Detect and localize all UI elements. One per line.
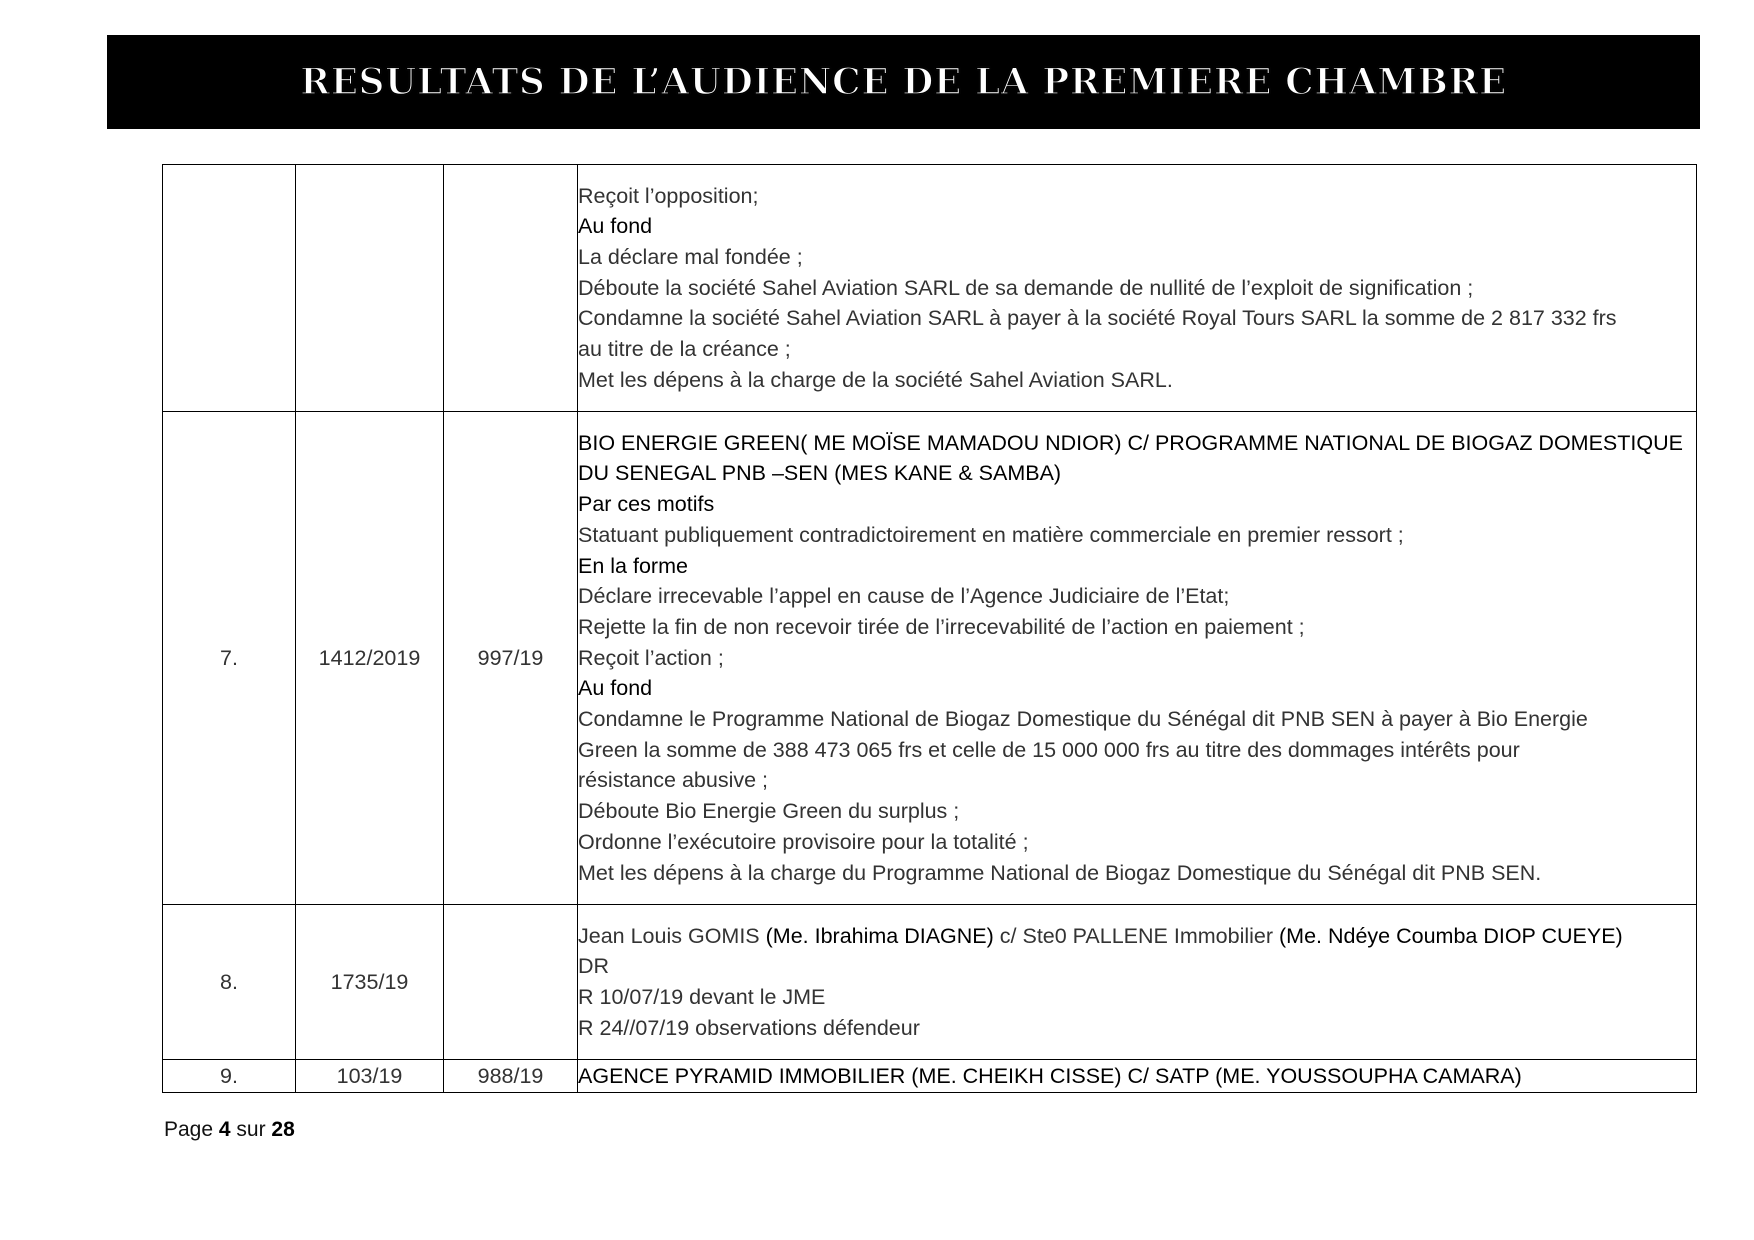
- decision-cell: [578, 1060, 1697, 1093]
- row-number-cell: 9.: [163, 1060, 296, 1093]
- row-number-cell: 8.: [163, 905, 296, 1060]
- role-number-cell: 103/19: [296, 1060, 444, 1093]
- decision-line: Reçoit l’action ;: [578, 645, 724, 670]
- decision-line: R 10/07/19 devant le JME: [578, 985, 826, 1009]
- total-page-count: 28: [271, 1118, 295, 1141]
- repertoire-number-cell: 988/19: [444, 1060, 578, 1093]
- decision-line: Reçoit l’opposition;: [578, 183, 759, 208]
- decision-line: Condamne le Programme National de Biogaz Domestique du Sénégal dit PNB SEN à payer à Bio Energie: [578, 707, 1588, 732]
- repertoire-number-cell: [444, 905, 578, 1060]
- decision-line: R 24//07/19 observations défendeur: [578, 1015, 920, 1040]
- versus-defendant: c/ Ste0 PALLENE Immobilier: [993, 923, 1279, 948]
- table-row: [163, 412, 1697, 905]
- decision-cell: [578, 412, 1697, 905]
- plaintiff-name: Jean Louis GOMIS: [578, 923, 766, 948]
- defendant-counsel: (Me. Ndéye Coumba DIOP CUEYE): [1279, 923, 1623, 948]
- case-parties: DU SENEGAL PNB –SEN (MES KANE & SAMBA): [578, 461, 1062, 486]
- decision-line: au titre de la créance ;: [578, 337, 791, 362]
- results-table: [162, 164, 1697, 1093]
- case-parties: AGENCE PYRAMID IMMOBILIER (ME. CHEIKH CISSE) C/ SATP (ME. YOUSSOUPHA CAMARA): [578, 1063, 1522, 1088]
- plaintiff-counsel: (Me. Ibrahima DIAGNE): [765, 923, 994, 948]
- decision-line: Met les dépens à la charge du Programme National de Biogaz Domestique du Sénégal dit PNB SEN.: [578, 860, 1542, 885]
- decision-line: Met les dépens à la charge de la société Sahel Aviation SARL.: [578, 367, 1173, 392]
- page-separator: sur: [230, 1118, 272, 1141]
- row-number-cell: [163, 165, 296, 412]
- decision-line: Statuant publiquement contradictoirement en matière commerciale en premier ressort ;: [578, 522, 1404, 547]
- decision-line: Déboute la société Sahel Aviation SARL de sa demande de nullité de l’exploit de signification ;: [578, 275, 1474, 300]
- decision-cell: [578, 905, 1697, 1060]
- decision-line: Déclare irrecevable l’appel en cause de l’Agence Judiciaire de l’Etat;: [578, 584, 1230, 609]
- role-number-cell: 1735/19: [296, 905, 444, 1060]
- section-heading: En la forme: [578, 553, 688, 578]
- decision-line: Déboute Bio Energie Green du surplus ;: [578, 799, 960, 824]
- decision-line: DR: [578, 954, 610, 979]
- section-heading: Au fond: [578, 676, 653, 701]
- table-row: [163, 905, 1697, 1060]
- page-title: RESULTATS DE L’AUDIENCE DE LA PREMIERE CHAMBRE: [300, 61, 1507, 103]
- row-number-cell: 7.: [163, 412, 296, 905]
- page-header-banner: [107, 35, 1700, 129]
- page-footer: [164, 1118, 295, 1142]
- case-parties: [578, 921, 1696, 952]
- decision-line: Rejette la fin de non recevoir tirée de l’irrecevabilité de l’action en paiement ;: [578, 614, 1305, 639]
- section-heading: Au fond: [578, 214, 653, 239]
- role-number-cell: [296, 165, 444, 412]
- page-label: Page: [164, 1118, 219, 1141]
- section-heading: Par ces motifs: [578, 492, 715, 517]
- decision-line: Condamne la société Sahel Aviation SARL à payer à la société Royal Tours SARL la somme de 2 817 332 frs: [578, 306, 1617, 331]
- table-row: [163, 165, 1697, 412]
- decision-line: Ordonne l’exécutoire provisoire pour la totalité ;: [578, 829, 1029, 854]
- decision-cell: [578, 165, 1697, 412]
- repertoire-number-cell: 997/19: [444, 412, 578, 905]
- decision-line: résistance abusive ;: [578, 768, 769, 793]
- decision-line: La déclare mal fondée ;: [578, 244, 803, 269]
- decision-line: Green la somme de 388 473 065 frs et celle de 15 000 000 frs au titre des dommages intérêts pour: [578, 737, 1520, 762]
- current-page-number: 4: [218, 1118, 231, 1141]
- repertoire-number-cell: [444, 165, 578, 412]
- role-number-cell: 1412/2019: [296, 412, 444, 905]
- case-parties: BIO ENERGIE GREEN( ME MOÏSE MAMADOU NDIOR) C/ PROGRAMME NATIONAL DE BIOGAZ DOMESTIQUE: [578, 430, 1683, 455]
- table-row: [163, 1060, 1697, 1093]
